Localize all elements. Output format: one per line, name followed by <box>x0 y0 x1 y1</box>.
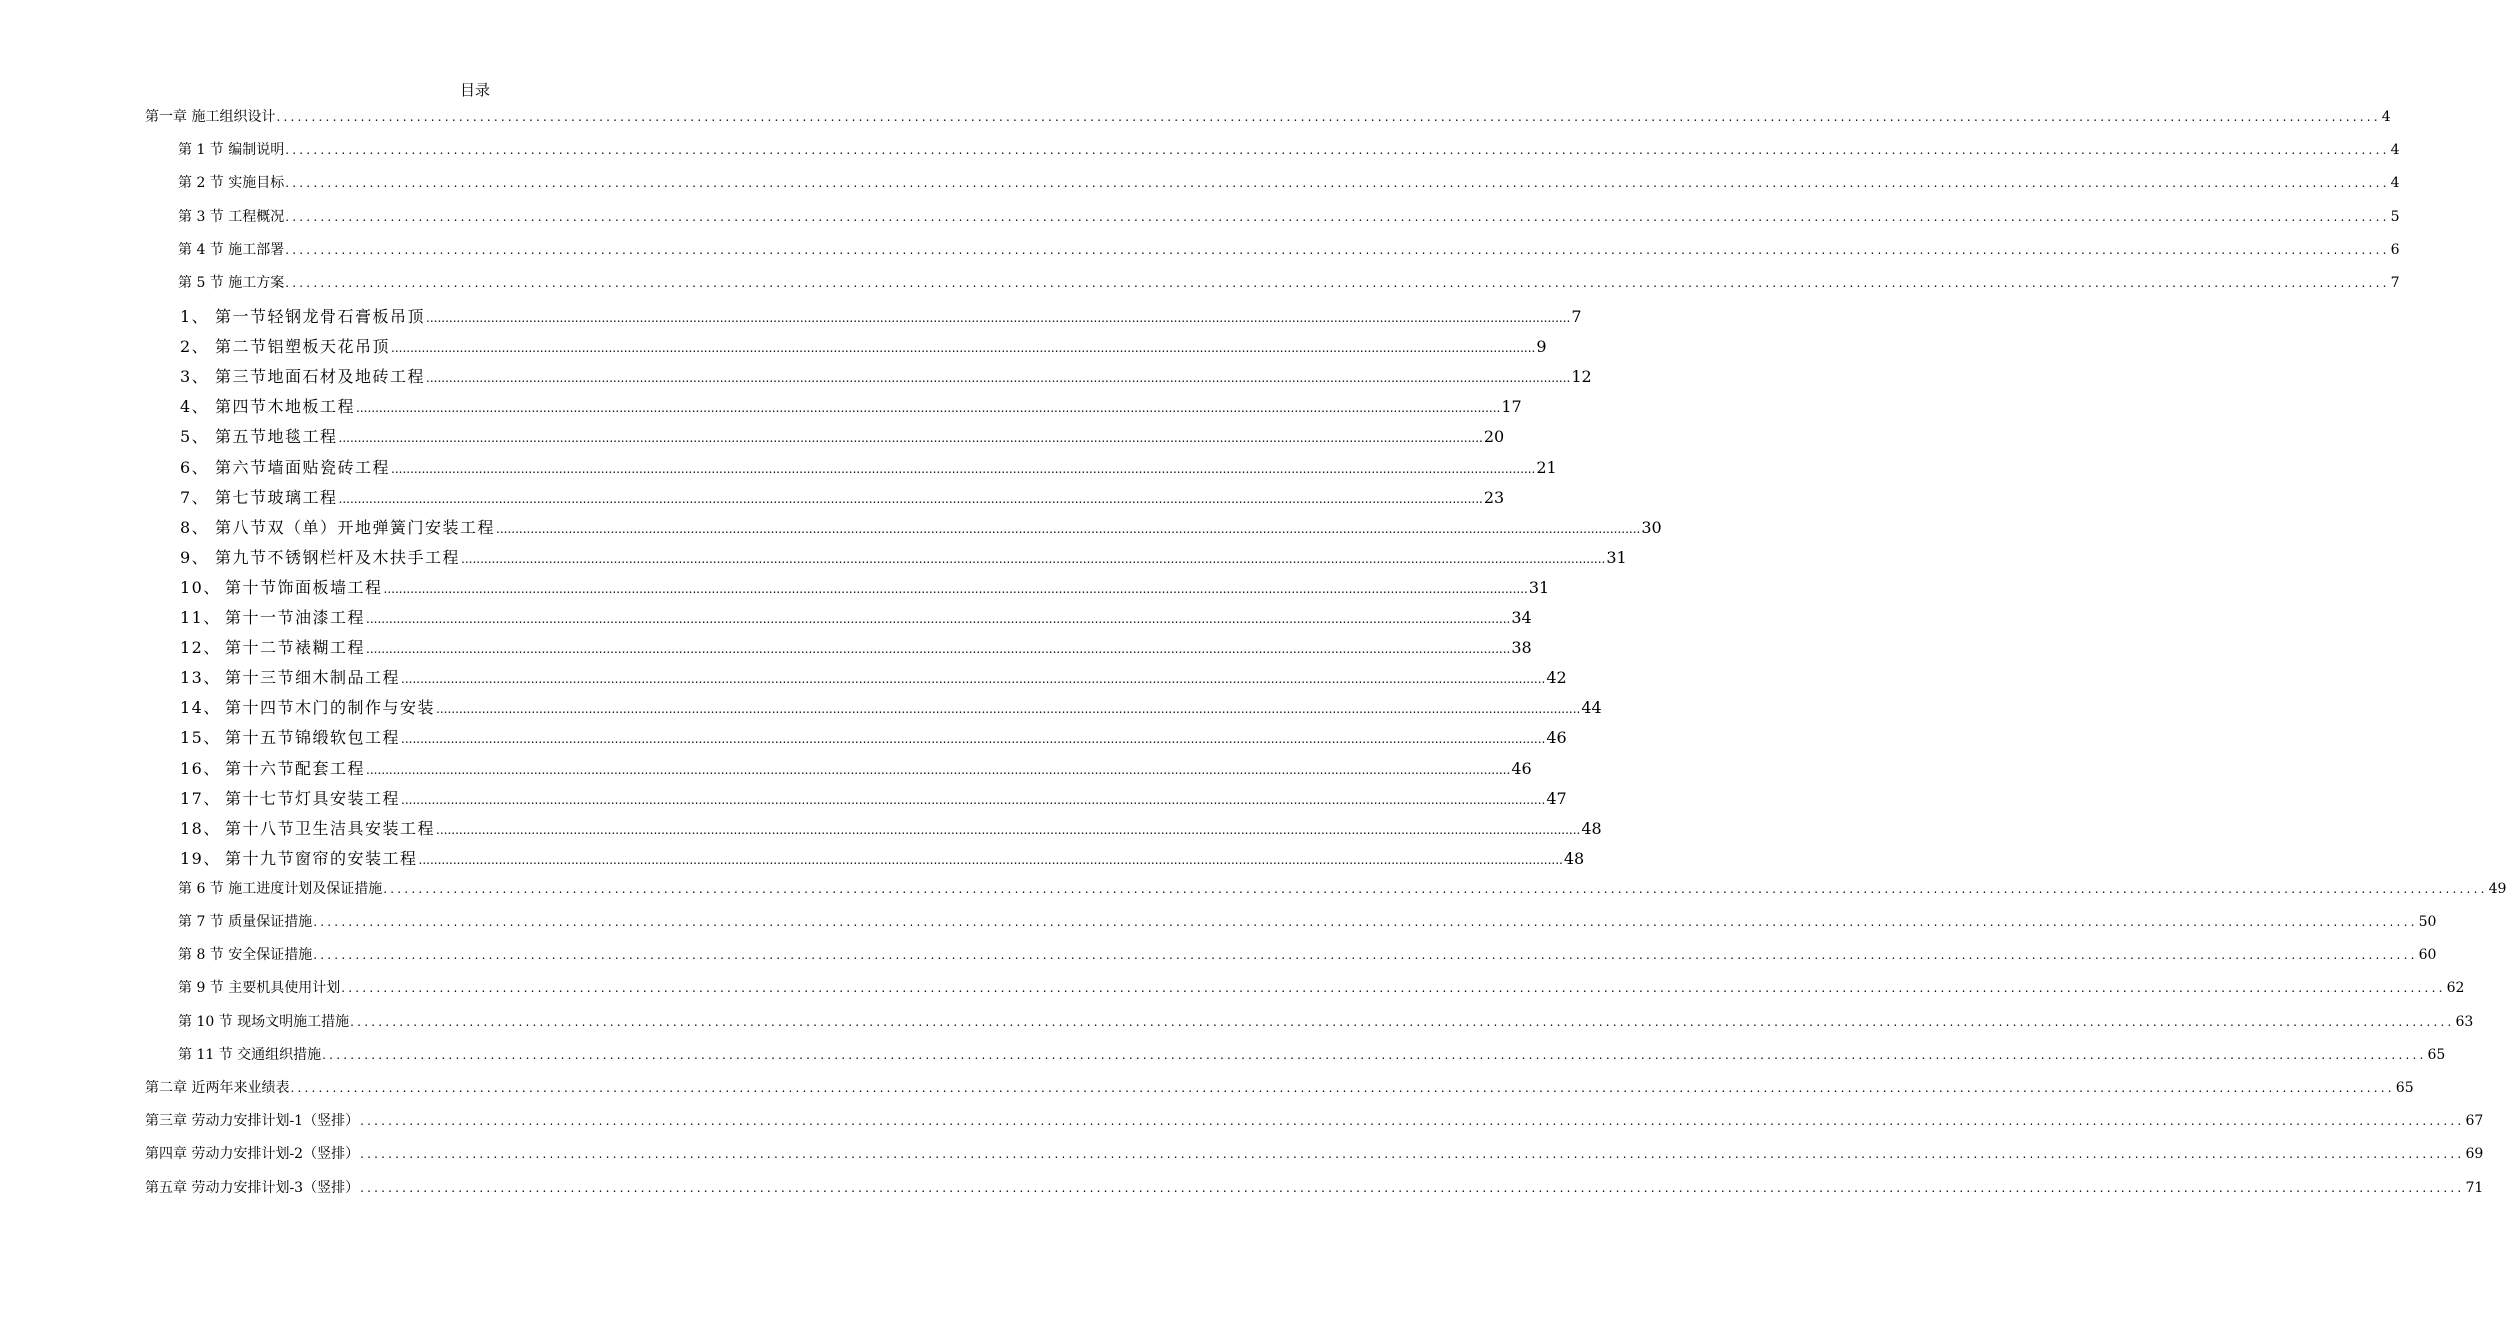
toc-entry-label: 第 5 节 施工方案 <box>178 275 285 291</box>
toc-entry-page: 38 <box>1511 638 1532 658</box>
dot-leader: ............................................................................................................................................................................................................................................................................................................ <box>290 1081 2395 1095</box>
toc-entry[interactable] <box>178 207 2400 227</box>
dot-leader: ............................................................................................................................................................................................................................................................................................................ <box>461 551 1606 566</box>
dot-leader: ............................................................................................................................................................................................................................................................................................................ <box>338 491 1483 506</box>
dot-leader: ............................................................................................................................................................................................................................................................................................................ <box>401 732 1546 747</box>
toc-entry-page: 48 <box>1563 848 1585 868</box>
dot-leader: ............................................................................................................................................................................................................................................................................................................ <box>313 915 2418 929</box>
toc-entry[interactable] <box>180 818 1602 841</box>
toc-entry-text: 第十八节卫生洁具安装工程 <box>225 818 436 838</box>
toc-entry-label <box>180 818 435 840</box>
toc-entry-number: 9、 <box>180 547 210 567</box>
toc-entry-number: 10、 <box>180 577 221 597</box>
toc-entry-page: 69 <box>2465 1146 2484 1163</box>
toc-entry-page: 12 <box>1571 367 1592 387</box>
toc-entry-number: 4、 <box>180 397 210 417</box>
toc-entry-number: 7、 <box>180 487 210 507</box>
toc-entry-label: 第三章 劳动力安排计划-1（竖排） <box>145 1113 360 1130</box>
toc-entry-label: 第二章 近两年来业绩表 <box>145 1080 290 1096</box>
toc-entry-number: 1、 <box>180 307 210 326</box>
dot-leader: ............................................................................................................................................................................................................................................................................................................ <box>496 521 1641 536</box>
toc-entry-label: 第 4 节 施工部署 <box>178 241 285 258</box>
toc-entry-text: 第二节铝塑板天花吊顶 <box>215 337 391 357</box>
dot-leader: ............................................................................................................................................................................................................................................................................................................ <box>285 242 2390 257</box>
toc-entry-label <box>180 426 338 448</box>
toc-entry[interactable] <box>178 140 2400 160</box>
dot-leader: ............................................................................................................................................................................................................................................................................................................ <box>350 1014 2455 1029</box>
toc-entry-label <box>180 637 365 659</box>
dot-leader: ............................................................................................................................................................................................................................................................................................................ <box>338 431 1483 446</box>
toc-entry[interactable] <box>178 1012 2474 1032</box>
toc-entry-page: 71 <box>2465 1179 2484 1196</box>
toc-entry-number: 2、 <box>180 337 210 357</box>
toc-entry-label: 第 8 节 安全保证措施 <box>178 947 313 964</box>
toc-entry-label: 第 10 节 现场文明施工措施 <box>178 1013 350 1030</box>
toc-entry-text: 第一节轻钢龙骨石膏板吊顶 <box>215 307 426 326</box>
toc-entry-label <box>180 848 418 870</box>
dot-leader: ............................................................................................................................................................................................................................................................................................................ <box>426 311 1571 325</box>
toc-entry-number: 13、 <box>180 668 221 688</box>
toc-entry-page: 50 <box>2418 914 2437 930</box>
toc-entry-number: 5、 <box>180 427 210 447</box>
toc-entry[interactable] <box>180 848 1585 871</box>
toc-entry[interactable] <box>178 879 2506 899</box>
dot-leader: ............................................................................................................................................................................................................................................................................................................ <box>383 881 2488 896</box>
toc-entry[interactable] <box>180 788 1567 811</box>
toc-entry[interactable] <box>180 547 1627 570</box>
toc-entry-page: 7 <box>1571 307 1582 326</box>
toc-entry-text: 第九节不锈钢栏杆及木扶手工程 <box>215 547 461 567</box>
toc-entry-label <box>180 758 365 780</box>
toc-entry-label <box>180 788 400 810</box>
toc-entry-label: 第 9 节 主要机具使用计划 <box>178 980 341 997</box>
toc-entry[interactable] <box>180 697 1602 720</box>
dot-leader: ............................................................................................................................................................................................................................................................................................................ <box>322 1047 2427 1062</box>
toc-entry-text: 第十九节窗帘的安装工程 <box>225 848 418 868</box>
toc-entry-label <box>180 336 390 358</box>
toc-entry-label: 第 1 节 编制说明 <box>178 142 285 159</box>
toc-entry-page: 63 <box>2455 1013 2474 1030</box>
dot-leader: ............................................................................................................................................................................................................................................................................................................ <box>366 762 1511 777</box>
toc-entry-text: 第十六节配套工程 <box>225 758 366 778</box>
toc-entry[interactable] <box>180 667 1567 690</box>
toc-entry[interactable] <box>178 1045 2446 1065</box>
toc-entry[interactable] <box>145 1111 2484 1131</box>
toc-entry-label <box>180 396 355 418</box>
toc-entry[interactable] <box>178 945 2437 965</box>
toc-entry-page: 5 <box>2390 208 2400 225</box>
toc-entry-text: 第十四节木门的制作与安装 <box>225 698 436 718</box>
toc-entry-label <box>180 366 425 388</box>
toc-entry-label: 第五章 劳动力安排计划-3（竖排） <box>145 1179 360 1196</box>
toc-entry[interactable] <box>180 396 1522 419</box>
dot-leader: ............................................................................................................................................................................................................................................................................................................ <box>313 948 2418 963</box>
toc-entry-page: 21 <box>1536 457 1557 477</box>
toc-entry-number: 3、 <box>180 367 210 387</box>
toc-entry-text: 第五节地毯工程 <box>215 427 338 447</box>
toc-entry[interactable] <box>178 240 2400 260</box>
toc-entry[interactable] <box>180 426 1505 449</box>
toc-entry-label: 第一章 施工组织设计 <box>145 109 276 125</box>
toc-entry-text: 第八节双（单）开地弹簧门安装工程 <box>215 517 496 537</box>
toc-entry-label <box>180 487 338 509</box>
toc-entry-page: 31 <box>1606 547 1627 567</box>
toc-entry-label <box>180 667 400 689</box>
dot-leader: ............................................................................................................................................................................................................................................................................................................ <box>401 672 1546 687</box>
toc-entry-page: 4 <box>2390 142 2400 159</box>
toc-entry-number: 16、 <box>180 758 221 778</box>
toc-entry-page: 4 <box>2390 175 2400 192</box>
toc-entry-label <box>180 457 390 479</box>
toc-entry-text: 第十一节油漆工程 <box>225 608 366 627</box>
toc-entry-text: 第四节木地板工程 <box>215 397 356 417</box>
toc-entry-number: 19、 <box>180 848 221 868</box>
toc-entry-page: 44 <box>1581 698 1602 718</box>
dot-leader: ............................................................................................................................................................................................................................................................................................................ <box>436 702 1581 717</box>
dot-leader: ............................................................................................................................................................................................................................................................................................................ <box>341 981 2446 996</box>
toc-entry-page: 49 <box>2488 880 2506 897</box>
toc-entry-page: 47 <box>1546 788 1567 808</box>
toc-entry-page: 4 <box>2381 109 2391 125</box>
dot-leader: ............................................................................................................................................................................................................................................................................................................ <box>366 642 1511 657</box>
toc-entry[interactable] <box>180 607 1532 630</box>
toc-entry-page: 9 <box>1536 337 1547 357</box>
dot-leader: ............................................................................................................................................................................................................................................................................................................ <box>436 822 1581 837</box>
dot-leader: ............................................................................................................................................................................................................................................................................................................ <box>426 371 1571 386</box>
toc-entry-page: 65 <box>2395 1080 2414 1096</box>
toc-entry[interactable] <box>178 173 2400 193</box>
toc-entry[interactable] <box>180 517 1662 540</box>
dot-leader: ............................................................................................................................................................................................................................................................................................................ <box>366 612 1511 626</box>
toc-entry-text: 第十二节裱糊工程 <box>225 638 366 658</box>
toc-entry[interactable] <box>178 912 2437 932</box>
dot-leader: ............................................................................................................................................................................................................................................................................................................ <box>356 401 1501 416</box>
toc-entry-number: 6、 <box>180 457 210 477</box>
toc-entry-number: 12、 <box>180 638 221 658</box>
toc-entry-text: 第六节墙面贴瓷砖工程 <box>215 457 391 477</box>
toc-entry[interactable] <box>180 457 1557 480</box>
dot-leader: ............................................................................................................................................................................................................................................................................................................ <box>360 1147 2465 1162</box>
toc-entry-label <box>180 607 365 629</box>
dot-leader: ............................................................................................................................................................................................................................................................................................................ <box>285 176 2390 191</box>
toc-entry-page: 17 <box>1501 397 1522 417</box>
toc-entry-page: 48 <box>1581 818 1602 838</box>
toc-entry[interactable] <box>180 758 1532 781</box>
dot-leader: ............................................................................................................................................................................................................................................................................................................ <box>360 1180 2465 1195</box>
toc-entry[interactable] <box>145 1144 2484 1164</box>
toc-entry-page: 60 <box>2418 947 2437 964</box>
toc-entry[interactable] <box>180 637 1532 660</box>
toc-entry-text: 第三节地面石材及地砖工程 <box>215 367 426 387</box>
toc-entry[interactable] <box>180 306 1582 329</box>
toc-entry-page: 31 <box>1528 577 1550 597</box>
dot-leader: ............................................................................................................................................................................................................................................................................................................ <box>285 209 2390 224</box>
toc-entry-text: 第十五节锦缎软包工程 <box>225 728 401 748</box>
toc-entry-number: 15、 <box>180 728 221 748</box>
toc-entry[interactable] <box>180 487 1505 510</box>
toc-entry-page: 67 <box>2465 1113 2484 1130</box>
toc-entry-label <box>180 727 400 749</box>
toc-entry[interactable] <box>145 107 2391 127</box>
toc-entry[interactable] <box>178 273 2400 293</box>
toc-entry-page: 46 <box>1546 728 1567 748</box>
toc-entry-number: 8、 <box>180 517 210 537</box>
toc-entry[interactable] <box>180 336 1547 359</box>
toc-entry-page: 7 <box>2390 275 2400 291</box>
toc-entry-page: 42 <box>1546 668 1567 688</box>
dot-leader: ............................................................................................................................................................................................................................................................................................................ <box>285 276 2390 290</box>
toc-entry-page: 20 <box>1483 427 1505 447</box>
dot-leader: ............................................................................................................................................................................................................................................................................................................ <box>276 110 2381 124</box>
toc-entry-page: 34 <box>1511 608 1532 627</box>
toc-entry-label: 第 7 节 质量保证措施 <box>178 914 313 930</box>
toc-entry[interactable] <box>180 366 1592 389</box>
toc-entry-label: 第 2 节 实施目标 <box>178 175 285 192</box>
toc-entry[interactable] <box>178 978 2465 998</box>
toc-entry-label <box>180 577 383 599</box>
toc-entry-page: 6 <box>2390 241 2400 258</box>
toc-entry-page: 23 <box>1483 487 1505 507</box>
dot-leader: ............................................................................................................................................................................................................................................................................................................ <box>391 461 1536 476</box>
dot-leader: ............................................................................................................................................................................................................................................................................................................ <box>418 852 1563 867</box>
toc-entry[interactable] <box>145 1078 2414 1098</box>
toc-entry-text: 第七节玻璃工程 <box>215 487 338 507</box>
dot-leader: ............................................................................................................................................................................................................................................................................................................ <box>360 1114 2465 1129</box>
toc-entry-page: 65 <box>2427 1046 2446 1063</box>
dot-leader: ............................................................................................................................................................................................................................................................................................................ <box>391 341 1536 356</box>
toc-entry-label <box>180 306 425 328</box>
dot-leader: ............................................................................................................................................................................................................................................................................................................ <box>383 581 1528 596</box>
toc-entry-label: 第 6 节 施工进度计划及保证措施 <box>178 880 383 897</box>
toc-entry-text: 第十七节灯具安装工程 <box>225 788 401 808</box>
toc-entry-number: 14、 <box>180 698 221 718</box>
toc-entry[interactable] <box>180 727 1567 750</box>
toc-entry-number: 18、 <box>180 818 221 838</box>
toc-entry-label <box>180 697 435 719</box>
toc-entry-text: 第十节饰面板墙工程 <box>225 577 383 597</box>
toc-entry-page: 30 <box>1641 517 1662 537</box>
toc-title: 目录 <box>459 81 490 99</box>
toc-entry-page: 46 <box>1511 758 1532 778</box>
toc-entry-label: 第 3 节 工程概况 <box>178 208 285 225</box>
dot-leader: ............................................................................................................................................................................................................................................................................................................ <box>285 143 2390 158</box>
toc-entry-label: 第 11 节 交通组织措施 <box>178 1046 322 1063</box>
toc-entry[interactable] <box>180 577 1550 600</box>
toc-entry-label: 第四章 劳动力安排计划-2（竖排） <box>145 1146 360 1163</box>
toc-entry-page: 62 <box>2446 980 2465 997</box>
toc-entry-label <box>180 517 495 539</box>
toc-entry-text: 第十三节细木制品工程 <box>225 668 401 688</box>
toc-entry-number: 11、 <box>180 608 221 627</box>
toc-entry-number: 17、 <box>180 788 221 808</box>
toc-entry[interactable] <box>145 1178 2484 1198</box>
toc-entry-label <box>180 547 460 569</box>
dot-leader: ............................................................................................................................................................................................................................................................................................................ <box>401 792 1546 807</box>
